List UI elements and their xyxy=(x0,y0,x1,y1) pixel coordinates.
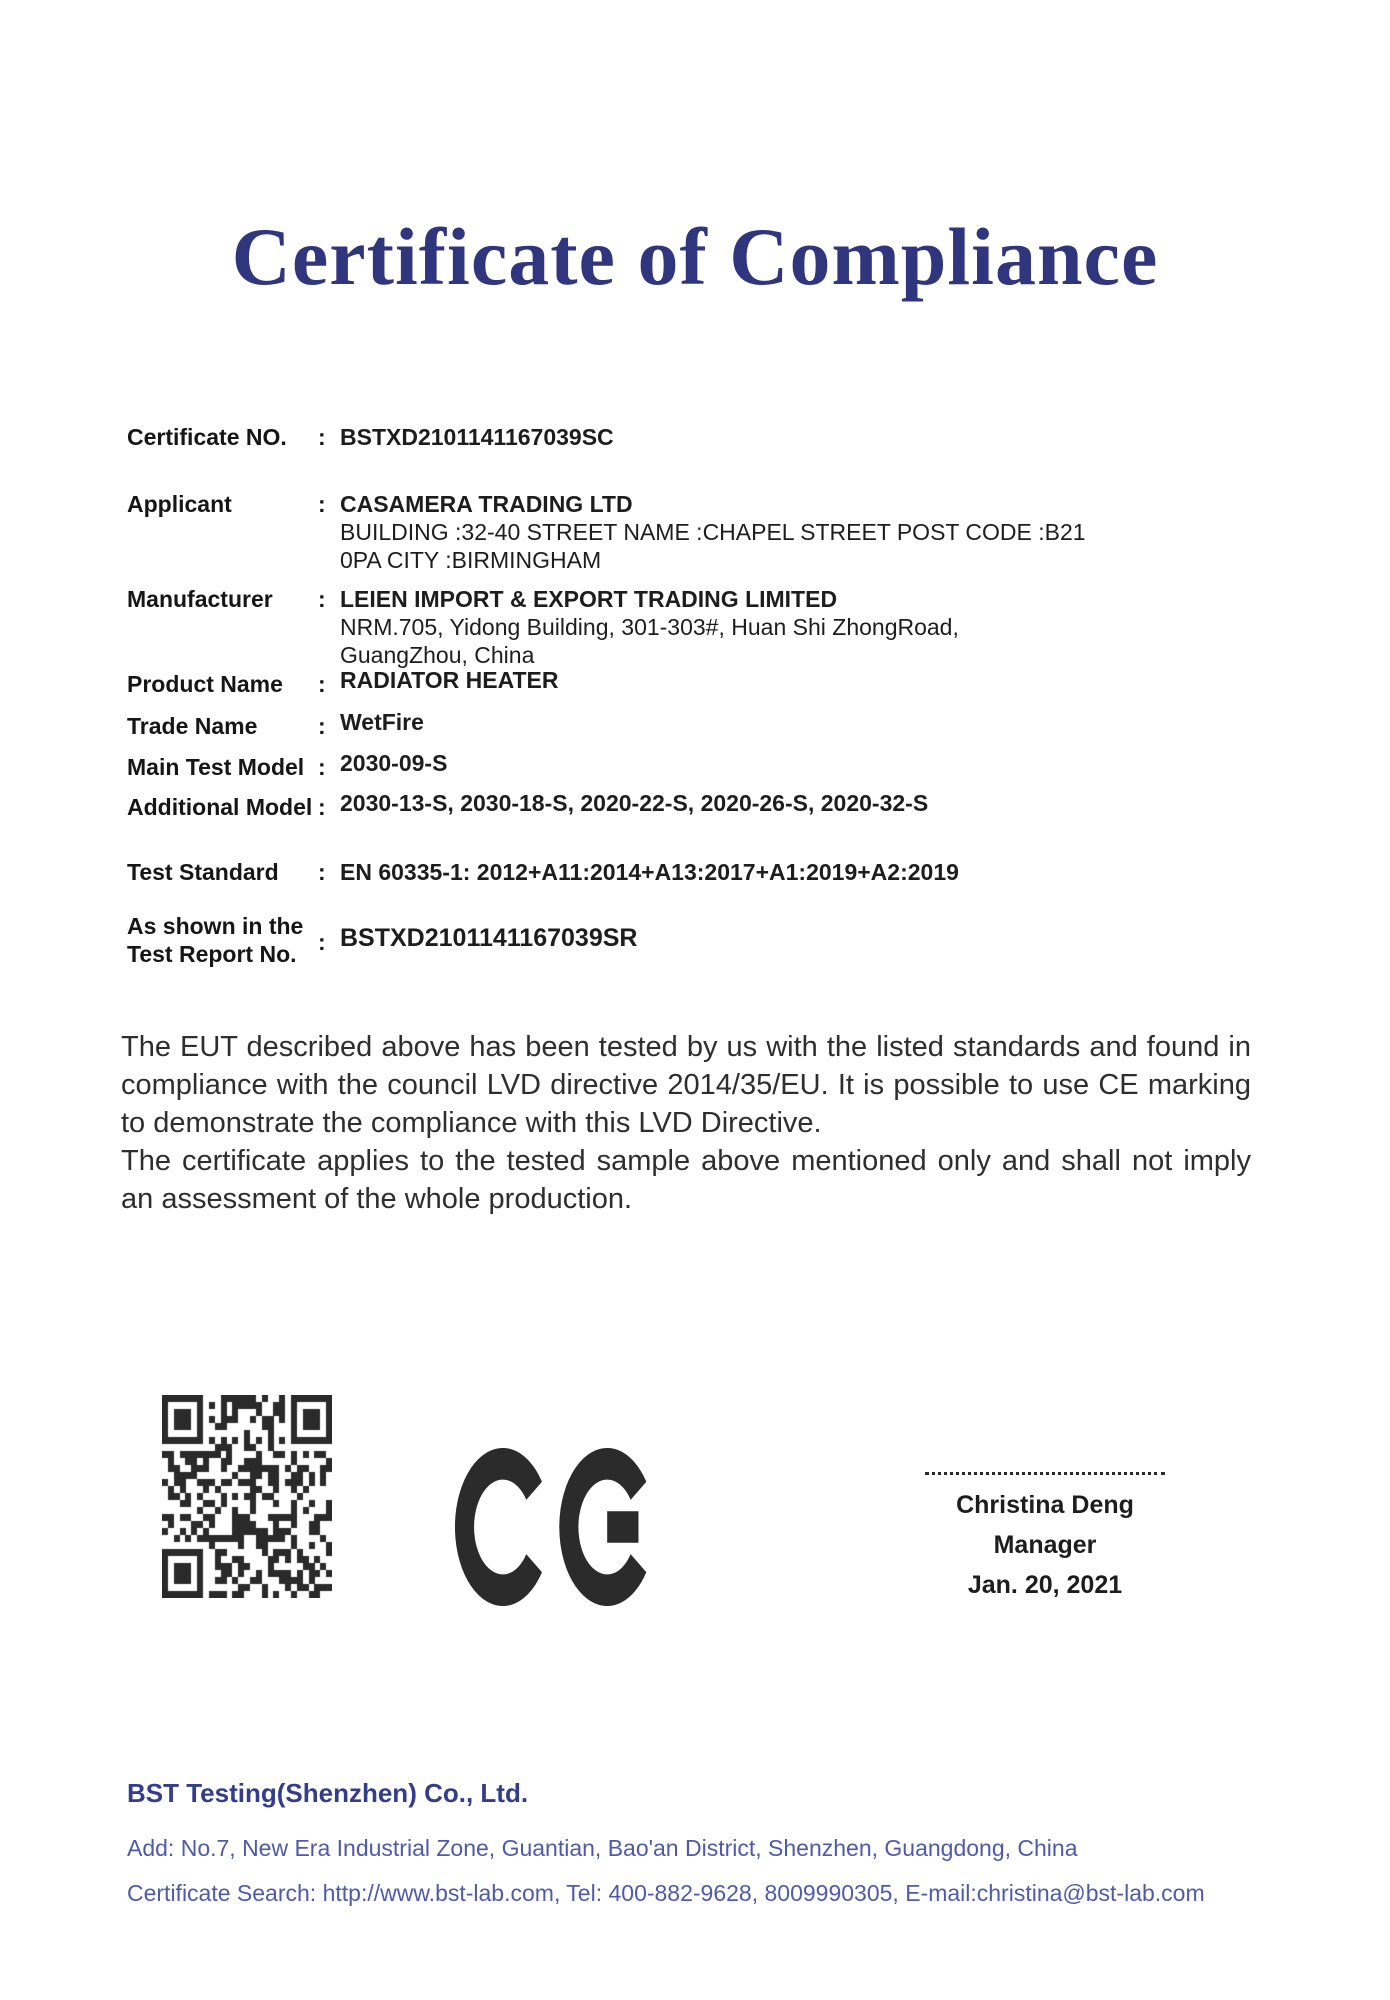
field-colon: : xyxy=(318,491,326,517)
manufacturer-name: LEIEN IMPORT & EXPORT TRADING LIMITED xyxy=(340,586,838,612)
field-label: Test Standard xyxy=(127,859,279,885)
field-label: Applicant xyxy=(127,491,232,517)
field-colon: : xyxy=(318,424,326,450)
field-value: BSTXD2101141167039SC xyxy=(340,424,614,450)
field-label: Manufacturer xyxy=(127,586,273,612)
signature-block xyxy=(905,1472,1185,1605)
field-colon: : xyxy=(318,671,326,697)
field-label: Certificate NO. xyxy=(127,424,287,450)
field-label-line1: As shown in the xyxy=(127,913,304,939)
qr-code-icon xyxy=(162,1395,332,1598)
field-label: Product Name xyxy=(127,671,283,697)
applicant-address-line1: BUILDING :32-40 STREET NAME :CHAPEL STREET POST CODE :B21 xyxy=(340,519,1086,545)
signatory-name: Christina Deng xyxy=(956,1491,1134,1519)
field-label: Additional Model xyxy=(127,794,313,820)
signature-date: Jan. 20, 2021 xyxy=(967,1571,1123,1599)
field-colon: : xyxy=(318,859,326,885)
signature-dotted-line xyxy=(925,1472,1165,1475)
footer xyxy=(127,1778,1277,1925)
statement-paragraph-1: The EUT described above has been tested by us with the listed standards and found in compliance with the council LVD directive 2014/35/EU. It is possible to use CE marking to demonstrate the compliance with this LVD Directive. xyxy=(121,1031,1251,1139)
statement-paragraph-2: The certificate applies to the tested sample above mentioned only and shall not imply an assessment of the whole production. xyxy=(121,1145,1251,1215)
field-value: RADIATOR HEATER xyxy=(340,667,559,693)
manufacturer-address-line1: NRM.705, Yidong Building, 301-303#, Huan Shi ZhongRoad, xyxy=(340,614,959,640)
manufacturer-address-line2: GuangZhou, China xyxy=(340,642,535,668)
applicant-address-line2: 0PA CITY :BIRMINGHAM xyxy=(340,547,602,573)
footer-contact: Certificate Search: http://www.bst-lab.com, Tel: 400-882-9628, 8009990305, E-mail:christina@bst-lab.com xyxy=(127,1880,1205,1906)
footer-company-name: BST Testing(Shenzhen) Co., Ltd. xyxy=(127,1778,529,1808)
statement-block xyxy=(121,1028,1251,1218)
field-colon: : xyxy=(318,929,326,955)
certificate-title: Certificate of Compliance xyxy=(231,211,1159,302)
field-colon: : xyxy=(318,586,326,612)
field-value: WetFire xyxy=(340,709,424,735)
field-value: 2030-13-S, 2030-18-S, 2020-22-S, 2020-26-S, 2020-32-S xyxy=(340,790,929,816)
applicant-name: CASAMERA TRADING LTD xyxy=(340,491,633,517)
field-value: EN 60335-1: 2012+A11:2014+A13:2017+A1:2019+A2:2019 xyxy=(340,859,959,885)
field-label: Trade Name xyxy=(127,713,258,739)
field-label-line2: Test Report No. xyxy=(127,941,297,967)
field-colon: : xyxy=(318,713,326,739)
field-label: Main Test Model xyxy=(127,754,305,780)
field-value: BSTXD2101141167039SR xyxy=(340,924,638,952)
footer-address: Add: No.7, New Era Industrial Zone, Guantian, Bao'an District, Shenzhen, Guangdong, China xyxy=(127,1835,1078,1861)
ce-mark-icon xyxy=(455,1448,655,1606)
signatory-title: Manager xyxy=(993,1531,1097,1559)
field-colon: : xyxy=(318,754,326,780)
field-value: 2030-09-S xyxy=(340,750,448,776)
field-colon: : xyxy=(318,794,326,820)
